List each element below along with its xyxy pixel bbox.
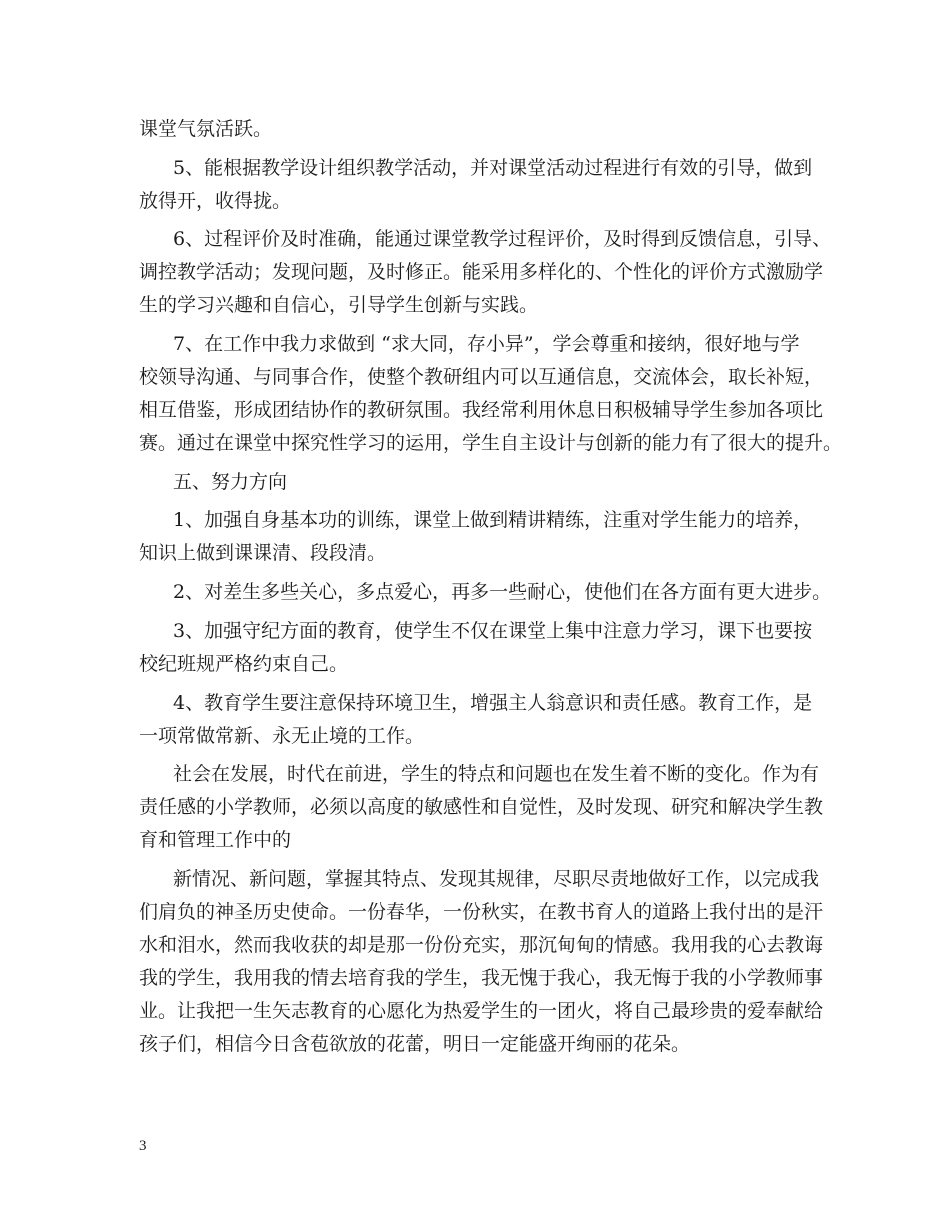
text-line: 五、努力方向 [173,470,288,493]
text-line: 2、对差生多些关心，多点爱心，再多一些耐心，使他们在各方面有更大进步。 [173,581,832,604]
text-line: 业。让我把一生矢志教育的心愿化为热爱学生的一团火，将自己最珍贵的爱奉献给 [139,999,824,1022]
text-line: 新情况、新问题，掌握其特点、发现其规律，尽职尽责地做好工作，以完成我 [173,867,820,890]
text-line: 社会在发展，时代在前进，学生的特点和问题也在发生着不断的变化。作为有 [173,763,820,786]
page-number: 3 [139,1138,147,1154]
paragraph [139,758,824,857]
paragraph [139,504,819,570]
text-line: 孩子们，相信今日含苞欲放的花蕾，明日一定能盛开绚丽的花朵。 [139,1032,691,1055]
text-line: 3、加强守纪方面的教育，使学生不仅在课堂上集中注意力学习，课下也要按 [173,619,813,642]
paragraph [139,615,819,681]
text-line: 7、在工作中我力求做到 “求大同，存小异”，学会尊重和接纳，很好地与学 [173,333,800,356]
text-line: 育和管理工作中的 [139,829,292,852]
text-line: 水和泪水，然而我收获的却是那一份份充实，那沉甸甸的情感。我用我的心去教诲 [139,933,824,956]
text-line: 赛。通过在课堂中探究性学习的运用，学生自主设计与创新的能力有了很大的提升。 [139,432,843,455]
text-line: 生的学习兴趣和自信心，引导学生创新与实践。 [139,294,539,317]
text-line: 校纪班规严格约束自己。 [139,652,349,675]
text-line: 知识上做到课课清、段段清。 [139,542,387,565]
paragraph [139,687,819,753]
paragraph [139,113,819,146]
text-line: 责任感的小学教师，必须以高度的敏感性和自觉性，及时发现、研究和解决学生教 [139,796,824,819]
text-line: 我的学生，我用我的情去培育我的学生，我无愧于我心，我无悔于我的小学教师事 [139,966,824,989]
paragraph [139,328,843,460]
text-line: 课堂气氛活跃。 [139,118,273,140]
text-line: 相互借鉴，形成团结协作的教研氛围。我经常利用休息日积极辅导学生参加各项比 [139,399,824,422]
document-body [139,113,843,1061]
text-line: 5、能根据教学设计组织教学活动，并对课堂活动过程进行有效的引导，做到 [173,156,813,179]
paragraph [139,152,819,218]
text-line: 4、教育学生要注意保持环境卫生，增强主人翁意识和责任感。教育工作，是 [173,691,813,714]
text-line: 一项常做常新、永无止境的工作。 [139,724,425,747]
text-line: 1、加强自身基本功的训练，课堂上做到精讲精练，注重对学生能力的培养， [173,509,813,532]
text-line: 校领导沟通、与同事合作，使整个教研组内可以互通信息，交流体会，取长补短， [139,366,824,389]
section-heading [139,466,819,499]
text-line: 们肩负的神圣历史使命。一份春华，一份秋实，在教书育人的道路上我付出的是汗 [139,900,824,923]
paragraph [139,576,832,609]
text-line: 6、过程评价及时准确，能通过课堂教学过程评价，及时得到反馈信息，引导、 [173,228,832,251]
paragraph [139,863,824,1061]
text-line: 调控教学活动；发现问题，及时修正。能采用多样化的、个性化的评价方式激励学 [139,261,824,284]
text-line: 放得开，收得拢。 [139,189,292,212]
paragraph [139,223,832,322]
